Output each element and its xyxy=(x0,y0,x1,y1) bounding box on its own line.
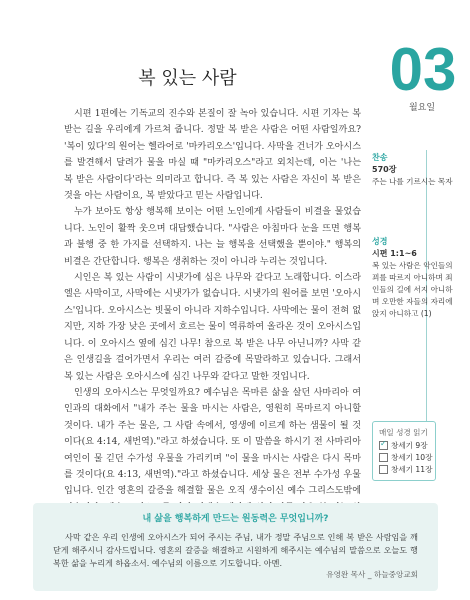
daily-reading-title: 매일 성경 읽기 xyxy=(379,428,428,437)
scripture-text: 복 있는 사람은 악인들의 꾀를 따르지 아니하며 죄인들의 길에 서지 아니하며 오만한 자들의 자리에 앉지 아니하고 (1) xyxy=(372,261,453,318)
reading-label: 창세기 11장 xyxy=(391,465,433,474)
body-paragraph: 시편 1편에는 기독교의 진수와 본질이 잘 녹아 있습니다. 시편 기자는 복 받는 길을 우리에게 가르쳐 줍니다. 정말 복 받은 사람은 어떤 사람일까요? '복이 있다'의 원어는 헬라어로 '마카리오스'입니다. 사막을 건너가 오아시스를 발견해서 달려가 물을 마실 때 "마카리오스"라고 외치는데, 이는 '나는 복 받은 사람이다'라는 의미라고 합니다. 즉 복 있는 사람은 자신이 복 받은 것을 아는 사람이요, 복 받았다고 믿는 사람입니다. xyxy=(64,109,361,202)
body-paragraph: 누가 보아도 항상 행복해 보이는 어떤 노인에게 사람들이 비결을 물었습니다. 노인이 활짝 웃으며 대답했습니다. "사람은 아침마다 눈을 뜨면 행복과 불행 중 한 가지를 선택하지. 나는 늘 행복을 선택했을 뿐이야." 행복의 비결은 간단합니다. 행복은 생취하는 것이 아니라 누리는 것입니다. xyxy=(64,207,361,267)
scripture-label: 성경 xyxy=(372,237,388,246)
day-label: 월요일 xyxy=(408,103,436,113)
prayer-box xyxy=(33,503,438,591)
hymn-number: 570장 xyxy=(372,165,397,174)
hymn-title: 주는 나를 기르시는 목자 xyxy=(372,177,453,186)
scripture-section xyxy=(372,236,458,320)
scripture-ref: 시편 1:1~6 xyxy=(372,249,417,258)
body-paragraph: 시인은 복 있는 사람이 시냇가에 심은 나무와 같다고 노래합니다. 이스라엘은 사막이고, 사막에는 시냇가가 없습니다. 시냇가의 원어를 보면 '오아시스'입니다. 오아시스는 빗물이 아니라 지하수입니다. 사막에는 물이 전혀 없지만, 지하 가장 낮은 곳에서 흐르는 물이 역류하여 올라온 것이 오아시스입니다. 이 오아시스 옆에 심긴 나무! 참으로 복 받은 나무 아닌니까? 사막 같은 인생길을 걸어가면서 우리는 여러 갈증에 목말라하고 있습니다. 그래서 복 있는 사람은 오아시스에 심긴 나무와 같다고 말한 것입니다. xyxy=(64,273,361,382)
checkbox-icon[interactable] xyxy=(379,465,388,474)
hymn-label: 찬송 xyxy=(372,153,388,162)
reading-item[interactable] xyxy=(379,440,435,451)
hymn-section xyxy=(372,152,467,188)
body-paragraph: 인생의 오아시스는 무엇일까요? 예수님은 목마른 삶을 살던 사마리아 여인과의 대화에서 "내가 주는 물을 마시는 사람은, 영원히 목마르지 아니할 것이다. 내가 주는 물은, 그 사람 속에서, 영생에 이르게 하는 샘물이 될 것이다(요 4:14, 새번역)."라고 하셨습니다. 또 이 말씀을 하시기 전 사마리아 여인이 물 긷던 수가성 우물을 가리키며 "이 물을 마시는 사람은 다시 목마를 것이다(요 4:13, 새번역)."라고 하셨습니다. 세상 물은 전부 수가성 우물입니다. 인간 영혼의 갈증을 해결할 물은 오직 생수이신 예수 그리스도밖에 xyxy=(64,387,361,497)
reflection-question: 내 삶을 행복하게 만드는 원동력은 무엇입니까? xyxy=(142,514,329,524)
day-number-text: 03 xyxy=(389,36,457,103)
author-credit: 유영완 목사 _ 하늘중앙교회 xyxy=(326,570,418,579)
reading-item[interactable] xyxy=(379,464,435,475)
reading-label: 창세기 9장 xyxy=(391,441,428,450)
prayer-text: 사막 같은 우리 인생에 오아시스가 되어 주시는 주님, 내가 정말 주님으로 인해 복 받은 사람임을 깨닫게 해주시니 감사드립니다. 영혼의 갈증을 해결하고 시원하게 해주시는 예수님의 말씀으로 오늘도 행복한 삶을 누리게 하옵소서. 예수님의 이름으로 기도합니다. 아멘. xyxy=(53,532,418,569)
page-title: 복 있는 사람 xyxy=(138,68,237,89)
reading-item[interactable] xyxy=(379,452,435,463)
day-number xyxy=(389,36,457,103)
daily-reading-box xyxy=(372,421,436,481)
checkbox-checked-icon[interactable] xyxy=(379,441,388,450)
checkbox-icon[interactable] xyxy=(379,453,388,462)
reading-label: 창세기 10장 xyxy=(391,453,433,462)
devotional-body xyxy=(64,106,361,533)
